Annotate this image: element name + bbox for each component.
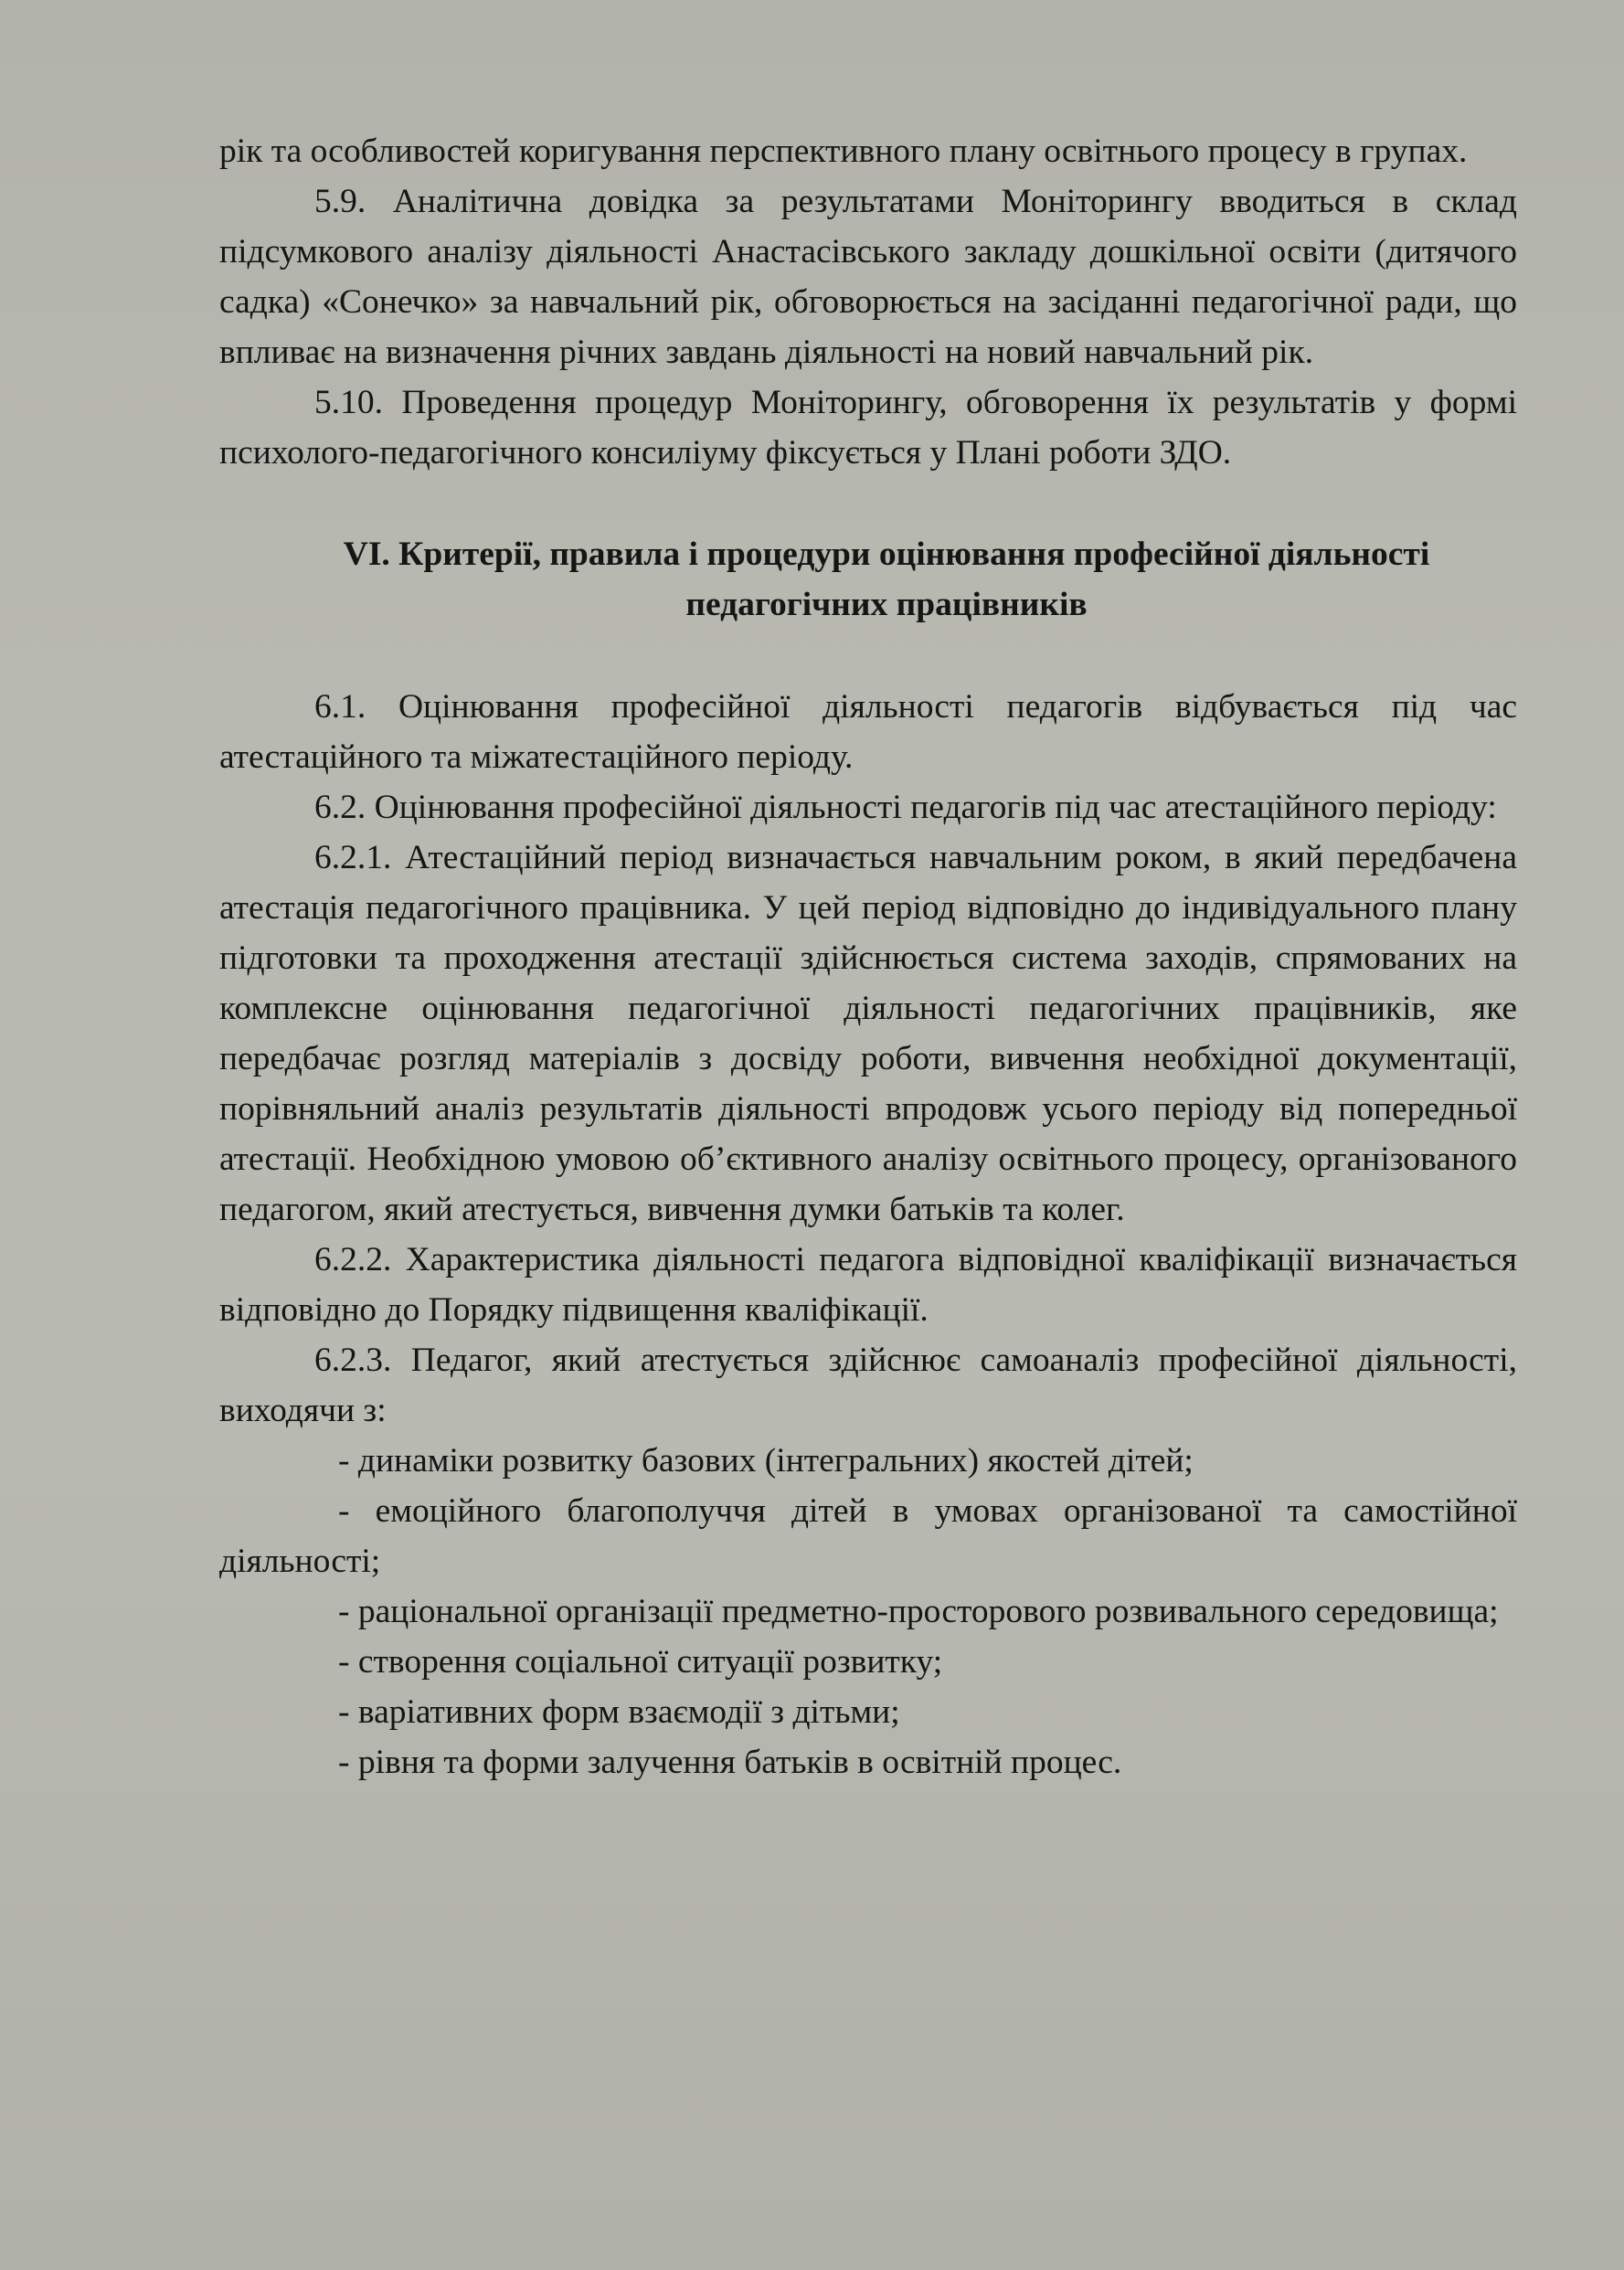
paragraph-6-2-1: 6.2.1. Атестаційний період визначається навчальним роком, в який передбачена атестація педагогічного працівника. У цей період відповідно до індивідуального плану підготовки та проходження атестації здійснюється система заходів, спрямованих на комплексне оцінювання педагогічної діяльності педагогічних працівників, яке передбачає розгляд матеріалів з досвіду роботи, вивчення необхідної документації, порівняльний аналіз результатів діяльності впродовж усього періоду від попередньої атестації. Необхідною умовою об’єктивного аналізу освітнього процесу, організованого педагогом, який атестується, вивчення думки батьків та колег. <box>219 839 1517 1228</box>
paragraph-6-2-3: 6.2.3. Педагог, який атестується здійснює самоаналіз професійної діяльності, виходячи з: <box>219 1342 1517 1429</box>
paragraph-6-2-2: 6.2.2. Характеристика діяльності педагога відповідної кваліфікації визначається відповідно до Порядку підвищення кваліфікації. <box>219 1241 1517 1329</box>
document-body <box>219 126 1517 1787</box>
list-item: - варіативних форм взаємодії з дітьми; <box>338 1693 900 1731</box>
paragraph-5-10: 5.10. Проведення процедур Моніторингу, обговорення їх результатів у формі психолого-педагогічного консиліуму фіксується у Плані роботи ЗДО. <box>219 384 1517 472</box>
paragraph-6-2: 6.2. Оцінювання професійної діяльності педагогів під час атестаційного періоду: <box>314 789 1497 826</box>
paragraph-5-9: 5.9. Аналітична довідка за результатами Моніторингу вводиться в склад підсумкового аналізу діяльності Анастасівського закладу дошкільної освіти (дитячого садка) «Сонечко» за навчальний рік, обговорюється на засіданні педагогічної ради, що впливає на визначення річних завдань діяльності на новий навчальний рік. <box>219 183 1517 371</box>
list-item: - емоційного благополуччя дітей в умовах організованої та самостійної діяльності; <box>219 1492 1517 1580</box>
paragraph-continuation: рік та особливостей коригування перспективного плану освітнього процесу в групах. <box>219 133 1468 170</box>
list-item: - рівня та форми залучення батьків в освітній процес. <box>338 1744 1122 1781</box>
paragraph-6-1: 6.1. Оцінювання професійної діяльності педагогів відбувається під час атестаційного та міжатестаційного періоду. <box>219 688 1517 776</box>
list-item: - створення соціальної ситуації розвитку; <box>338 1643 943 1681</box>
list-item: - раціональної організації предметно-просторового розвивального середовища; <box>338 1593 1499 1630</box>
list-item: - динаміки розвитку базових (інтегральних) якостей дітей; <box>338 1442 1194 1480</box>
section-heading: VI. Критерії, правила і процедури оцінювання професійної діяльності педагогічних працівників <box>343 536 1430 623</box>
